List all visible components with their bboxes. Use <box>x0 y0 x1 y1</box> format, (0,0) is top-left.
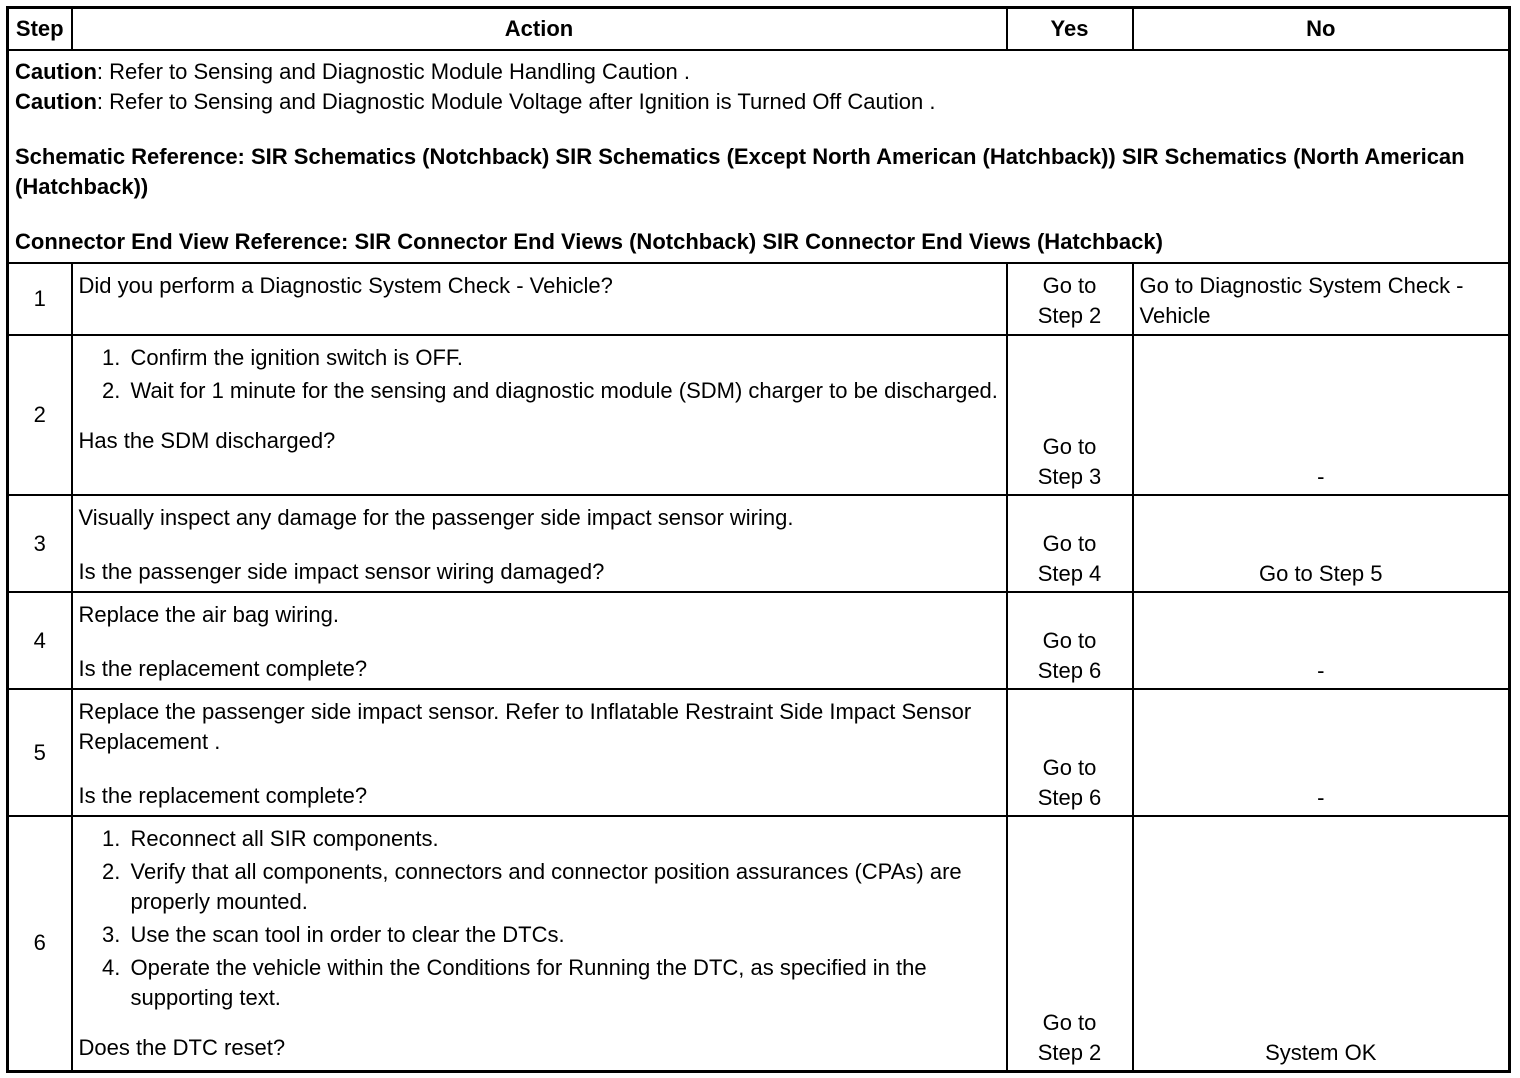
header-action: Action <box>72 8 1007 51</box>
action-question: Does the DTC reset? <box>78 1035 286 1060</box>
notes-cell <box>8 50 1510 263</box>
table-row <box>8 689 1510 816</box>
table-row <box>8 335 1510 495</box>
notes-row <box>8 50 1510 263</box>
step-number: 3 <box>8 495 72 592</box>
header-yes: Yes <box>1007 8 1133 51</box>
yes-cell: Go to Step 6 <box>1007 689 1133 816</box>
list-item: 4. Operate the vehicle within the Conditions for Running the DTC, as specified in the supporting text. <box>127 953 1000 1013</box>
step-number: 5 <box>8 689 72 816</box>
yes-cell: Go to Step 3 <box>1007 335 1133 495</box>
header-no: No <box>1133 8 1510 51</box>
table-row <box>8 592 1510 689</box>
action-text: Replace the passenger side impact sensor. Refer to Inflatable Restraint Side Impact Sensor Replacement . <box>78 699 972 754</box>
list-item: 1. Reconnect all SIR components. <box>127 824 1000 854</box>
step-number: 4 <box>8 592 72 689</box>
header-step: Step <box>8 8 72 51</box>
no-cell: - <box>1133 592 1510 689</box>
connector-reference: Connector End View Reference: SIR Connector End Views (Notchback) SIR Connector End Views (Hatchback) <box>15 229 1163 254</box>
table-row <box>8 263 1510 335</box>
action-cell <box>72 592 1007 689</box>
no-cell: System OK <box>1133 816 1510 1071</box>
action-question: Is the replacement complete? <box>78 656 368 681</box>
action-cell <box>72 263 1007 335</box>
step-number: 2 <box>8 335 72 495</box>
action-question: Is the passenger side impact sensor wiring damaged? <box>78 559 605 584</box>
caution-2-text: : Refer to Sensing and Diagnostic Module Voltage after Ignition is Turned Off Caution . <box>96 89 936 114</box>
action-question: Is the replacement complete? <box>78 783 368 808</box>
list-item: 3. Use the scan tool in order to clear the DTCs. <box>127 920 1000 950</box>
schematic-reference: Schematic Reference: SIR Schematics (Notchback) SIR Schematics (Except North American (Hatchback)) SIR Schematics (North American (Hatchback)) <box>15 144 1465 199</box>
list-item: 2. Verify that all components, connectors and connector position assurances (CPAs) are properly mounted. <box>127 857 1000 917</box>
caution-1-label: Caution <box>15 59 97 84</box>
table-row <box>8 816 1510 1071</box>
action-text: Did you perform a Diagnostic System Check - Vehicle? <box>78 273 613 298</box>
yes-cell: Go to Step 4 <box>1007 495 1133 592</box>
no-cell: - <box>1133 689 1510 816</box>
action-cell <box>72 816 1007 1071</box>
step-number: 6 <box>8 816 72 1071</box>
action-list <box>79 343 1000 406</box>
caution-1 <box>15 57 1502 87</box>
action-text: Replace the air bag wiring. <box>78 602 339 627</box>
yes-cell: Go to Step 2 <box>1007 816 1133 1071</box>
no-cell: Go to Diagnostic System Check - Vehicle <box>1133 263 1510 335</box>
step-number: 1 <box>8 263 72 335</box>
action-text: Visually inspect any damage for the passenger side impact sensor wiring. <box>78 505 794 530</box>
yes-cell: Go to Step 6 <box>1007 592 1133 689</box>
list-item: 1. Confirm the ignition switch is OFF. <box>127 343 1000 373</box>
no-cell: Go to Step 5 <box>1133 495 1510 592</box>
yes-cell: Go to Step 2 <box>1007 263 1133 335</box>
header-row <box>8 8 1510 51</box>
action-question: Has the SDM discharged? <box>78 428 336 453</box>
no-cell: - <box>1133 335 1510 495</box>
caution-1-text: : Refer to Sensing and Diagnostic Module Handling Caution . <box>96 59 691 84</box>
action-cell <box>72 495 1007 592</box>
action-cell <box>72 335 1007 495</box>
list-item: 2. Wait for 1 minute for the sensing and diagnostic module (SDM) charger to be discharged. <box>127 376 1000 406</box>
diagnostic-table <box>6 6 1511 1073</box>
caution-2-label: Caution <box>15 89 97 114</box>
table-row <box>8 495 1510 592</box>
action-list <box>79 824 1000 1013</box>
action-cell <box>72 689 1007 816</box>
caution-2 <box>15 87 1502 117</box>
